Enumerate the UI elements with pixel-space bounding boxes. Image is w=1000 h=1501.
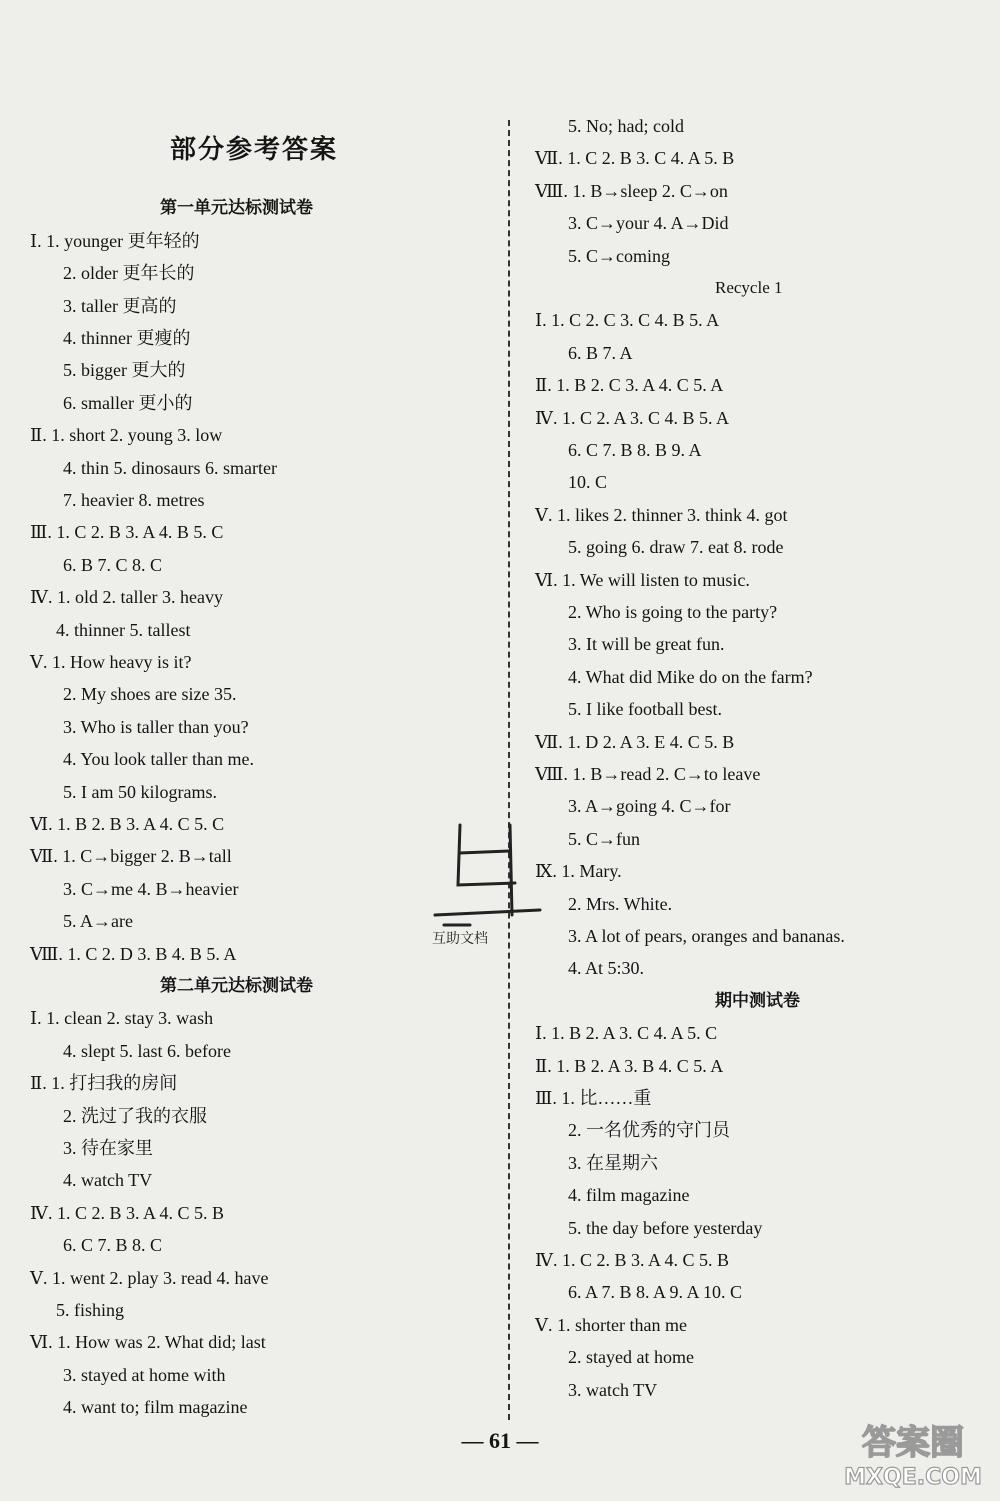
- answer-line: Ⅱ. 1. B 2. A 3. B 4. C 5. A: [535, 1055, 724, 1076]
- answer-line: Ⅴ. 1. shorter than me: [535, 1314, 687, 1335]
- answer-line: 3. It will be great fun.: [568, 634, 725, 655]
- answer-line: 2. stayed at home: [568, 1347, 694, 1368]
- answer-line: 3. taller 更高的: [63, 295, 177, 316]
- answer-line: Ⅵ. 1. How was 2. What did; last: [30, 1332, 266, 1353]
- answer-line: Ⅱ. 1. short 2. young 3. low: [30, 425, 223, 446]
- answer-line: 2. 洗过了我的衣服: [63, 1105, 207, 1126]
- answer-line: 4. What did Mike do on the farm?: [568, 666, 813, 687]
- answer-line: 5. fishing: [56, 1300, 125, 1320]
- answer-line: 7. heavier 8. metres: [63, 490, 205, 510]
- answer-line: 6. C 7. B 8. C: [63, 1235, 163, 1256]
- answer-line: 6. C 7. B 8. B 9. A: [568, 440, 702, 460]
- answer-line: 2. older 更年长的: [63, 263, 195, 284]
- answer-line: 4. thinner 更瘦的: [63, 328, 191, 348]
- section-heading: 期中测试卷: [715, 990, 800, 1011]
- watermark-logo-text: 答案圈: [862, 1423, 964, 1463]
- column-divider: [508, 120, 510, 1420]
- answer-line: 5. A→are: [63, 911, 133, 932]
- answer-line: 2. Mrs. White.: [568, 893, 673, 914]
- answer-line: Ⅶ. 1. C→bigger 2. B→tall: [30, 846, 232, 867]
- answer-line: 10. C: [568, 472, 608, 493]
- answer-line: 5. the day before yesterday: [568, 1217, 763, 1238]
- answer-line: Ⅶ. 1. D 2. A 3. E 4. C 5. B: [535, 731, 735, 752]
- answer-line: 5. C→coming: [568, 245, 670, 266]
- answer-line: Ⅴ. 1. How heavy is it?: [30, 652, 192, 672]
- watermark-logo: [838, 1416, 988, 1491]
- answer-line: 6. smaller 更小的: [63, 392, 193, 413]
- answer-line: 3. Who is taller than you?: [63, 716, 249, 737]
- answer-line: 3. A→going 4. C→for: [568, 796, 731, 817]
- answer-line: 6. B 7. A: [568, 342, 633, 363]
- answer-line: Ⅴ. 1. likes 2. thinner 3. think 4. got: [535, 504, 788, 525]
- answer-line: 4. film magazine: [568, 1185, 690, 1206]
- answer-line: 4. You look taller than me.: [63, 749, 254, 770]
- answer-line: Ⅰ. 1. younger 更年轻的: [30, 230, 200, 251]
- section-heading: 第二单元达标测试卷: [160, 976, 313, 996]
- answer-line: 4. At 5:30.: [568, 958, 645, 979]
- answer-line: Ⅳ. 1. C 2. A 3. C 4. B 5. A: [535, 407, 730, 428]
- answer-line: Ⅰ. 1. B 2. A 3. C 4. A 5. C: [535, 1023, 718, 1044]
- answer-line: Ⅳ. 1. old 2. taller 3. heavy: [30, 587, 223, 608]
- answer-line: 3. watch TV: [568, 1379, 658, 1400]
- section-heading: 第一单元达标测试卷: [160, 198, 313, 219]
- answer-line: Ⅷ. 1. B→read 2. C→to leave: [535, 764, 761, 784]
- answer-line: 6. B 7. C 8. C: [63, 554, 163, 575]
- answer-line: 2. My shoes are size 35.: [63, 684, 237, 705]
- answer-line: 4. want to; film magazine: [63, 1397, 248, 1418]
- answer-line: Ⅶ. 1. C 2. B 3. C 4. A 5. B: [535, 148, 735, 169]
- answer-line: Ⅱ. 1. 打扫我的房间: [30, 1073, 178, 1094]
- answer-line: Ⅱ. 1. B 2. C 3. A 4. C 5. A: [535, 375, 724, 396]
- answer-line: Ⅵ. 1. B 2. B 3. A 4. C 5. C: [30, 814, 225, 834]
- answer-line: 3. 待在家里: [63, 1138, 153, 1158]
- answer-line: 5. bigger 更大的: [63, 360, 186, 381]
- answer-line: 3. A lot of pears, oranges and bananas.: [568, 926, 845, 946]
- answer-line: Ⅵ. 1. We will listen to music.: [535, 569, 750, 590]
- answer-line: Ⅸ. 1. Mary.: [535, 861, 622, 882]
- answer-line: 6. A 7. B 8. A 9. A 10. C: [568, 1282, 743, 1303]
- answer-line: 2. Who is going to the party?: [568, 602, 778, 622]
- answer-line: Ⅴ. 1. went 2. play 3. read 4. have: [30, 1267, 269, 1288]
- answer-line: 4. watch TV: [63, 1170, 153, 1191]
- page-number: — 61 —: [461, 1428, 539, 1453]
- answer-line: 3. stayed at home with: [63, 1364, 226, 1385]
- answer-line: Ⅷ. 1. C 2. D 3. B 4. B 5. A: [30, 943, 237, 964]
- answer-line: Ⅳ. 1. C 2. B 3. A 4. C 5. B: [535, 1250, 730, 1270]
- handwriting-mark: [430, 815, 550, 945]
- watermark-url: MXQE.COM: [844, 1465, 982, 1490]
- answer-line: 5. going 6. draw 7. eat 8. rode: [568, 537, 784, 558]
- answer-line: Ⅲ. 1. 比……重: [535, 1088, 652, 1108]
- answer-line: Ⅳ. 1. C 2. B 3. A 4. C 5. B: [30, 1202, 225, 1223]
- answer-line: Ⅲ. 1. C 2. B 3. A 4. B 5. C: [30, 522, 224, 543]
- answer-line: 3. 在星期六: [568, 1152, 658, 1173]
- answer-line: 4. thin 5. dinosaurs 6. smarter: [63, 457, 277, 478]
- answer-line: 4. thinner 5. tallest: [56, 619, 191, 640]
- answer-line: 3. C→me 4. B→heavier: [63, 878, 239, 899]
- handwriting-text: 互助文档: [432, 931, 488, 945]
- answer-line: 5. C→fun: [568, 828, 640, 849]
- answer-line: 4. slept 5. last 6. before: [63, 1040, 231, 1061]
- answer-line: 5. I like football best.: [568, 699, 722, 720]
- answer-line: 2. 一名优秀的守门员: [568, 1120, 730, 1141]
- section-heading: 部分参考答案: [170, 135, 339, 165]
- answer-line: Ⅰ. 1. clean 2. stay 3. wash: [30, 1008, 214, 1029]
- answer-line: 3. C→your 4. A→Did: [568, 213, 729, 234]
- answer-line: Ⅷ. 1. B→sleep 2. C→on: [535, 180, 728, 201]
- answer-line: 5. I am 50 kilograms.: [63, 781, 217, 802]
- section-heading: Recycle 1: [715, 278, 783, 297]
- answer-line: 5. No; had; cold: [568, 116, 684, 136]
- answer-line: Ⅰ. 1. C 2. C 3. C 4. B 5. A: [535, 310, 720, 331]
